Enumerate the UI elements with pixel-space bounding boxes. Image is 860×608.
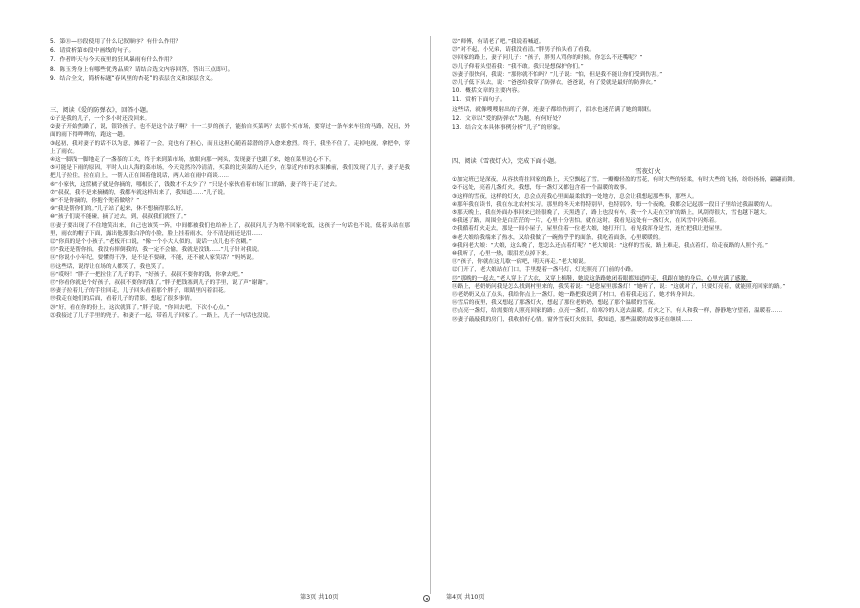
paragraph: ②不远处，亮着几盏灯火，我想，每一盏灯又都包含着一个温暖的故事。 xyxy=(452,185,631,192)
quoted-sentence: 这些话，就像嗖嗖射出的子弹，连妻子都给伤到了，泪水也迷茫满了她的眼眶。 xyxy=(452,106,655,113)
paragraph: ④这一脚浅一脚地走了一盏茶的工夫，终于来到菜市场，放眼向那一网头，发现妻子也跟了来，她在菜里边心不下。 xyxy=(50,157,335,164)
right-page xyxy=(430,0,860,608)
paragraph: ⑱妻子拉着儿子的手往回走，儿子回头看着那个胖子，眼睛里闪着泪花。 xyxy=(50,288,230,295)
paragraph: ②妻子开始焦躁了，说，银铃孩子，也不是这个法子啊？十一二岁的孩子，能抬自买菜吗？去那个买市场，要穿过一条车来车往的马路，况且，外面的雨下得哗哗的，跑这一趟。 xyxy=(50,124,410,139)
paragraph: ㉖妻子很快问，我说：“那你就不怕吗？”儿子说：“怕，但是我不能让你们受到伤害。” xyxy=(452,71,663,78)
paragraph: ㉔回家的路上，妻子问儿子：“孩子，胖男人骂你的时候，你怎么不还嘴呢？” xyxy=(452,55,643,62)
passage-bulletproof-vest xyxy=(50,115,410,320)
passage-continuation xyxy=(452,38,844,87)
question-8: 8．陈玉秀身上有哪些优秀品质？请结合选文内容回答，答出三点即可。 xyxy=(50,66,234,73)
paragraph: ⑦“叔叔，我不是来摘橘的，我都车就这样出来了，我知道……”儿子说。 xyxy=(50,189,229,196)
paragraph: ⑧“不是你摘的，你抱个兜着做啥？” xyxy=(50,198,140,205)
question-5: 5．第⑪—⑬段使用了什么记叙顺序？有什么作用？ xyxy=(50,39,182,45)
paragraph: ⑥“小家伙，这筐橘子就是你摘的，哪根长了，钱数才不太少了？”只是小家伙看着市场门口的路，妻子终于走了过去。 xyxy=(50,181,341,188)
paragraph: ⑭路上，老奶奶问我是怎么找到村里来的，我笑着说：“是您屋里那盏灯！”她听了，说：“这就对了，只要灯亮着，就能照亮回家的路。” xyxy=(452,283,786,290)
paragraph: ⑬“我还是帮你抬，我没有摔倒我的，我一定不会偷，我就是没钱……”儿子针对我说。 xyxy=(50,247,263,254)
underlined-paragraph: ⑬“那晚的一起去，”老人穿上了大衣，又穿上棉鞋，她说这条路她闭着眼都知道咋走，我跟在她的身后，心里充满了感激。 xyxy=(452,275,752,282)
paragraph: ⑦我循着灯火走去，那是一间小屋子，屋里住着一位老大娘，她打开门，看见我浑身是雪，连忙把我让进屋里。 xyxy=(452,226,726,233)
paragraph: ㉗儿子低下头去，说：“爸爸给我穿了防弹衣，爸爸说，有了爱就是最好的防弹衣。” xyxy=(452,80,657,87)
paragraph: ⑱妻子敲敲我的房门，我收拾好心情。窗外雪夜灯火依旧，我知道，那些温暖的故事还在继续…… xyxy=(452,316,693,323)
section-3-title: 三、阅读《爱的防弹衣》，回答小题。 xyxy=(50,107,153,115)
paragraph: ⑥我迷了路，周围全是白茫茫的一片，心里十分害怕。就在这时，我看见远处有一盏灯火，在风雪中闪烁着。 xyxy=(452,218,720,225)
paragraph: ㉒“师傅，有请老了吧。”我说着喊道。 xyxy=(452,39,545,45)
question-12: 12．文章以“爱的防弹衣”为题，有何好处？ xyxy=(452,115,564,122)
question-11: 11．赏析下面句子。 xyxy=(452,97,506,104)
questions-mid xyxy=(452,87,844,133)
questions-top xyxy=(50,38,410,84)
paragraph: ⑨“我是帮你们的。”儿子站了起来，休不想摘得那么好。 xyxy=(50,206,187,213)
paragraph: ⑨我问老大娘：“大娘，这么晚了，您怎么还点着灯呢？”老大娘说：“这样的雪夜，路上难走，我点着灯，给走夜路的人照个亮。” xyxy=(452,242,768,249)
paragraph: ⑯“哎呀！”胖子一把拉住了儿子的手，“好孩子，叔叔不要你的钱，你拿去吧。” xyxy=(50,271,244,278)
passage-snow-night xyxy=(452,176,844,324)
paragraph: ⑫“你真的是个小孩子。”老板开口说，“像一个小大人似的，说话一点儿也不含糊。” xyxy=(50,239,252,246)
question-13: 13．结合文本具体事例分析“儿子”的形象。 xyxy=(452,125,564,132)
paragraph: ⑯雪后的夜里，我又想起了那盏灯火，想起了那位老奶奶，想起了那个温暖的雪夜。 xyxy=(452,300,659,307)
paragraph: ⑰“你看你就是个好孩子，叔叔不要你的钱了。”胖子把钱塞到儿子的手里，说了声“谢谢”。 xyxy=(50,280,272,287)
question-9: 9．结合全文，简析标题“春风里的杏花”的表层含义和深层含义。 xyxy=(50,75,217,82)
paragraph: ⑩“孩子们说不能碰，摘了过去，到，叔叔我们就怪了。” xyxy=(50,214,187,221)
page-number-right: 第4页 共10页 xyxy=(446,594,485,601)
paragraph: ㉕儿子仰着头望着我：“我不敢。我只是想保护你们。” xyxy=(452,63,584,70)
paragraph: ⑮老奶奶又点了点头，我给你点上一盏灯。她一路把我送到了村口，看着我走远了，她才转身回去。 xyxy=(452,292,699,299)
paragraph: ⑫门开了，老大娘站在门口，手里提着一盏马灯，灯光照亮了门前的小路。 xyxy=(452,267,637,274)
paragraph: ①加完班已是深夜，从容扶将拄回家的路上，天空飘起了雪。一瓣瓣轻盈的雪花，有时大些的轻柔，有时大些的飞扬，纷纷扬扬，翩翩而舞。 xyxy=(452,177,799,184)
paragraph: ⑭“你说小小年纪，要懂得干净，是不是不要碰，不能，还不被人家笑话？”妈妈说。 xyxy=(50,255,258,262)
paragraph: ⑩我听了，心里一热，眼泪差点掉下来。 xyxy=(452,251,553,258)
question-6: 6．请赏析第⑤段中画线的句子。 xyxy=(50,48,135,55)
paragraph: ①子是我的儿子，一个多小时还没回来。 xyxy=(50,116,151,123)
paragraph: ⑪“孩子，你就在这儿歇一宿吧，明天再走。”老大娘说。 xyxy=(452,259,590,266)
page-number-left: 第3页 共10页 xyxy=(300,594,339,601)
paragraph: ⑤那天晚上，我在外面办事回来已经很晚了，天黑透了，路上也没有车，我一个人走在空旷的路上，风刮得很大，雪也越下越大。 xyxy=(452,210,771,217)
question-10: 10．概括文章的主要内容。 xyxy=(452,88,524,95)
paragraph: ③起初，我对妻子的话不以为意，摊着了一会，竟也有了担心，而且这担心随着蒜潜的浮入愈来愈烈。终于，我坐不住了，走掉电视，拿把伞，穿上了雨衣。 xyxy=(50,140,410,155)
paragraph: ④那年我在读书，我在东北农村实习。那里的冬天来得特别早，也特别冷，每一个夜晚，我都会记起那一段日子里给过我温暖的人。 xyxy=(452,201,776,208)
paragraph: ㉑我接过了儿子手里的兜子，和妻子一起，带着儿子回家了。一路上，儿子一句话也没说。 xyxy=(50,312,274,319)
paragraph: ③这样的雪夜，这样的灯火，总会点亮我心里面最柔软的一处地方，总会让我想起那些事，那些人。 xyxy=(452,193,698,200)
binding-mark-icon xyxy=(423,595,430,602)
paragraph: ⑳“好，看在你的份上，这次就算了。”胖子说，“你回去吧，下次小心点。” xyxy=(50,304,230,311)
paragraph: ⑲我走在她们的后面，看着儿子的背影，想起了很多事情。 xyxy=(50,296,196,303)
question-7: 7．作者昨天与今天夜里的狂风暴雨有什么作用？ xyxy=(50,57,176,64)
paragraph: ⑤可能是下雨的原因，平时人山人海的菜市场，今天竟然冷冷清清，买菜的比卖菜的人还少，在靠近内市的水果摊前，我们发现了儿子，妻子是我把儿子拉住，拉在肩上，一帮人正在围着他说话，两人站在雨中商谈…… xyxy=(50,165,410,180)
paragraph: ㉓“对不起，小兄弟，请我没看清。”胖男子抬头看了看我。 xyxy=(452,47,595,54)
paragraph: ⑪妻子要出现了不住地笑出来，自己也该笑一阵，中间都被我们也给补上了，叔叔问儿子为啥不回家吃饭，这孩子一句话也不说，低着头站在那里，雨衣的帽子下面，露出他那张白净的小脸，脸上挂着雨水，分不清是雨还是泪…… xyxy=(50,222,410,237)
section-4-title: 四、阅读《雪夜灯火》，完成下面小题。 xyxy=(452,158,561,166)
paragraph: ⑧老大娘给我端来了热水，又给我做了一碗热乎乎的面条，我吃着面条，心里暖暖的。 xyxy=(452,234,664,241)
paragraph: ⑮这些话，说得让在场的人都笑了，我也笑了。 xyxy=(50,263,168,270)
story-title: 雪夜灯火 xyxy=(635,167,661,176)
paragraph: ⑰点亮一盏灯，给需要的人照亮回家的路；点亮一盏灯，给寒冷的人送去温暖。灯火之下，有人和我一样，静静地守望着，温暖着…… xyxy=(452,308,783,315)
